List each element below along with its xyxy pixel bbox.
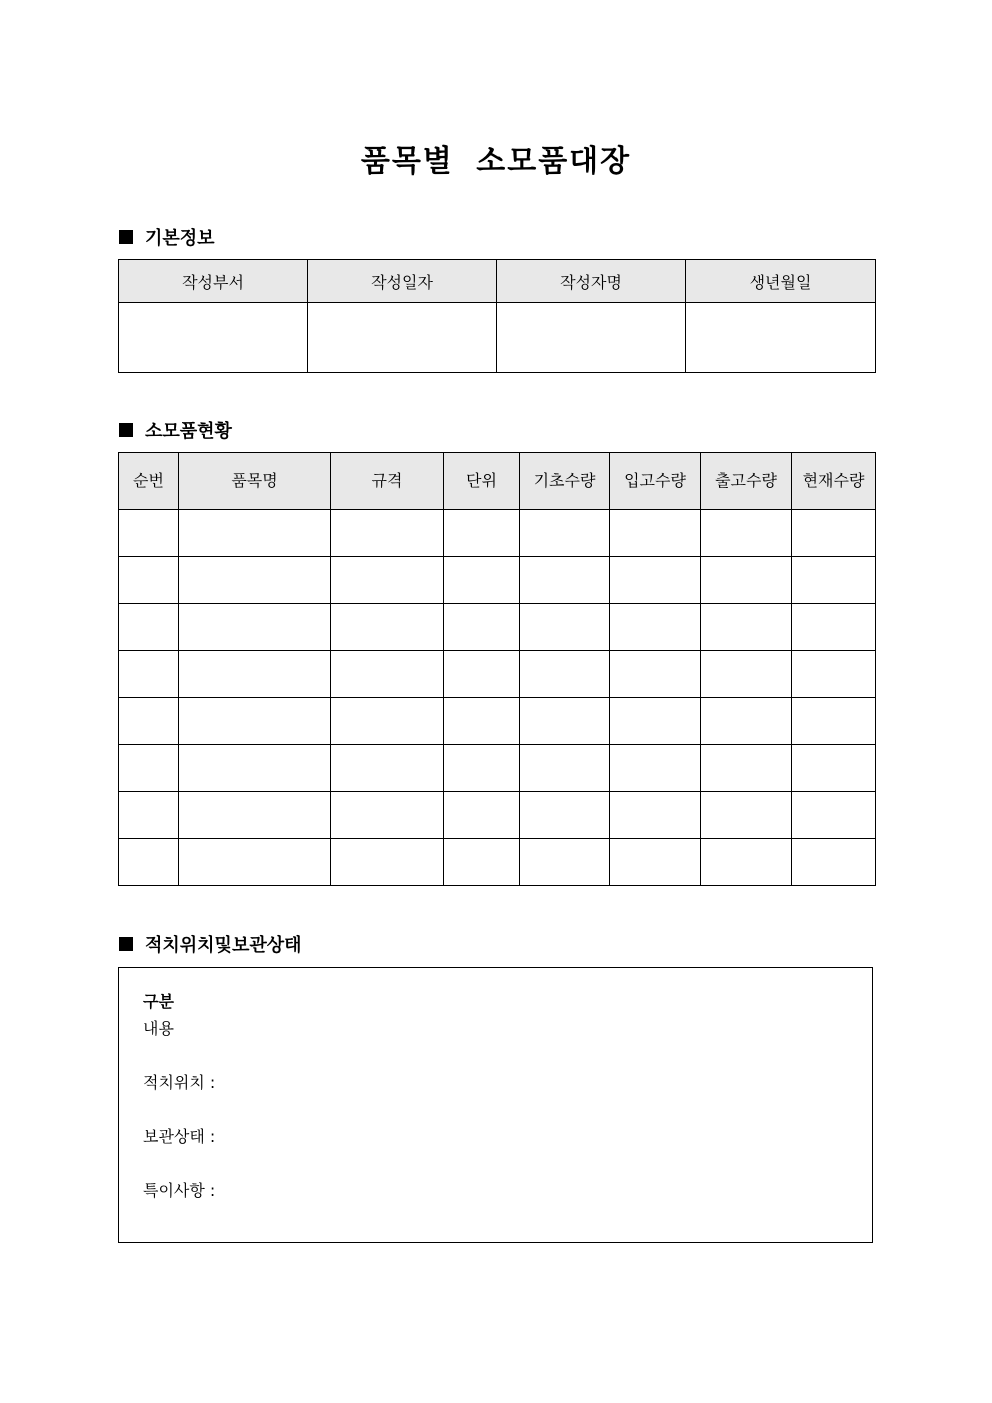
supplies-table — [118, 452, 876, 886]
table-cell[interactable] — [119, 792, 179, 839]
table-cell[interactable] — [610, 557, 701, 604]
table-cell[interactable] — [610, 651, 701, 698]
department-cell[interactable] — [119, 303, 308, 373]
header-unit: 단위 — [444, 453, 520, 510]
table-cell[interactable] — [520, 745, 610, 792]
table-row — [119, 651, 876, 698]
table-cell[interactable] — [701, 510, 792, 557]
basic-info-heading — [119, 224, 215, 250]
table-row — [119, 792, 876, 839]
table-cell[interactable] — [119, 604, 179, 651]
table-cell[interactable] — [701, 651, 792, 698]
table-cell[interactable] — [520, 651, 610, 698]
table-cell[interactable] — [701, 604, 792, 651]
table-cell[interactable] — [610, 604, 701, 651]
table-cell[interactable] — [179, 557, 331, 604]
table-cell[interactable] — [119, 510, 179, 557]
table-cell[interactable] — [520, 698, 610, 745]
birthdate-cell[interactable] — [686, 303, 876, 373]
content-label: 내용 — [143, 1019, 174, 1038]
table-cell[interactable] — [179, 792, 331, 839]
table-cell[interactable] — [792, 839, 876, 886]
basic-info-heading-label: 기본정보 — [145, 228, 215, 249]
table-cell[interactable] — [119, 839, 179, 886]
table-cell[interactable] — [331, 651, 444, 698]
header-spec: 규격 — [331, 453, 444, 510]
basic-info-header-row — [119, 260, 876, 303]
table-cell[interactable] — [701, 745, 792, 792]
supplies-heading — [119, 417, 232, 443]
table-cell[interactable] — [444, 651, 520, 698]
square-bullet-icon — [119, 937, 133, 951]
header-author: 작성자명 — [497, 260, 686, 303]
storage-heading — [119, 931, 302, 957]
table-cell[interactable] — [520, 510, 610, 557]
table-cell[interactable] — [119, 698, 179, 745]
table-cell[interactable] — [444, 792, 520, 839]
table-cell[interactable] — [119, 651, 179, 698]
table-cell[interactable] — [792, 557, 876, 604]
table-cell[interactable] — [331, 839, 444, 886]
category-label: 구분 — [143, 992, 174, 1011]
condition-label: 보관상태 : — [143, 1127, 216, 1146]
table-cell[interactable] — [610, 745, 701, 792]
header-issued-qty: 출고수량 — [701, 453, 792, 510]
table-cell[interactable] — [331, 698, 444, 745]
table-cell[interactable] — [520, 792, 610, 839]
table-cell[interactable] — [444, 510, 520, 557]
table-cell[interactable] — [331, 792, 444, 839]
table-cell[interactable] — [520, 557, 610, 604]
basic-info-table — [118, 259, 876, 373]
header-current-qty: 현재수량 — [792, 453, 876, 510]
table-cell[interactable] — [610, 792, 701, 839]
basic-info-value-row — [119, 303, 876, 373]
header-department: 작성부서 — [119, 260, 308, 303]
table-cell[interactable] — [610, 510, 701, 557]
table-cell[interactable] — [331, 557, 444, 604]
table-cell[interactable] — [444, 745, 520, 792]
table-cell[interactable] — [701, 557, 792, 604]
table-row — [119, 839, 876, 886]
table-cell[interactable] — [701, 792, 792, 839]
table-cell[interactable] — [792, 792, 876, 839]
table-cell[interactable] — [792, 510, 876, 557]
table-cell[interactable] — [444, 557, 520, 604]
header-seq: 순번 — [119, 453, 179, 510]
table-cell[interactable] — [119, 557, 179, 604]
document-title: 품목별 소모품대장 — [360, 144, 632, 179]
storage-heading-label: 적치위치및보관상태 — [145, 935, 302, 956]
table-cell[interactable] — [792, 745, 876, 792]
table-cell[interactable] — [179, 651, 331, 698]
table-cell[interactable] — [792, 651, 876, 698]
table-cell[interactable] — [119, 745, 179, 792]
table-row — [119, 745, 876, 792]
location-label: 적치위치 : — [143, 1073, 216, 1092]
table-cell[interactable] — [520, 604, 610, 651]
table-row — [119, 510, 876, 557]
table-cell[interactable] — [179, 510, 331, 557]
table-row — [119, 557, 876, 604]
table-cell[interactable] — [701, 839, 792, 886]
supplies-header-row — [119, 453, 876, 510]
table-cell[interactable] — [610, 698, 701, 745]
table-cell[interactable] — [520, 839, 610, 886]
table-cell[interactable] — [331, 604, 444, 651]
header-item-name: 품목명 — [179, 453, 331, 510]
table-cell[interactable] — [792, 604, 876, 651]
table-cell[interactable] — [792, 698, 876, 745]
table-cell[interactable] — [444, 604, 520, 651]
table-cell[interactable] — [179, 839, 331, 886]
header-date: 작성일자 — [308, 260, 497, 303]
table-cell[interactable] — [179, 698, 331, 745]
table-cell[interactable] — [610, 839, 701, 886]
supplies-heading-label: 소모품현황 — [145, 421, 232, 442]
header-birthdate: 생년월일 — [686, 260, 876, 303]
date-cell[interactable] — [308, 303, 497, 373]
storage-box[interactable] — [118, 967, 873, 1243]
author-cell[interactable] — [497, 303, 686, 373]
table-cell[interactable] — [331, 745, 444, 792]
table-cell[interactable] — [444, 698, 520, 745]
table-cell[interactable] — [179, 745, 331, 792]
table-row — [119, 604, 876, 651]
notes-label: 특이사항 : — [143, 1181, 216, 1200]
table-cell[interactable] — [444, 839, 520, 886]
table-row — [119, 698, 876, 745]
square-bullet-icon — [119, 423, 133, 437]
table-cell[interactable] — [179, 604, 331, 651]
header-received-qty: 입고수량 — [610, 453, 701, 510]
square-bullet-icon — [119, 230, 133, 244]
header-opening-qty: 기초수량 — [520, 453, 610, 510]
table-cell[interactable] — [701, 698, 792, 745]
table-cell[interactable] — [331, 510, 444, 557]
